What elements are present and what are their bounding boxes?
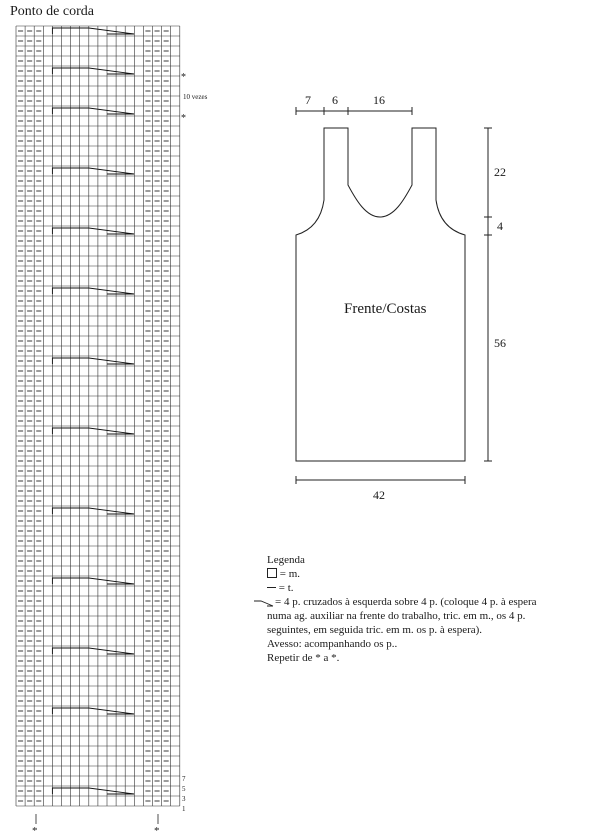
legend-cable-row — [253, 595, 587, 609]
piece-label: Frente/Costas — [344, 301, 427, 317]
cable-cross-symbol — [52, 788, 134, 794]
purl-symbol-icon — [267, 587, 276, 588]
top-width-6: 6 — [332, 93, 338, 107]
legend-cable-text-2: numa ag. auxiliar na frente do trabalho, tric. em m., os 4 p. — [267, 610, 526, 622]
row-number-3: 3 — [182, 795, 186, 803]
legend-knit-row — [267, 567, 587, 581]
cable-cross-symbol — [52, 708, 134, 714]
cable-cross-symbol — [52, 168, 134, 174]
legend-purl-row — [267, 581, 587, 595]
repeat-annotation: 10 vezes — [183, 93, 208, 101]
cable-cross-symbol — [52, 578, 134, 584]
row-number-5: 5 — [182, 785, 186, 793]
legend-purl-text: = t. — [278, 582, 294, 594]
legend-reverse-text: Avesso: acompanhando os p.. — [267, 638, 398, 650]
row-number-7: 7 — [182, 775, 186, 783]
legend-cable-text-3: seguintes, em seguida tric. em m. os p. à espera). — [267, 624, 483, 636]
cable-symbol-icon — [253, 599, 275, 607]
top-width-16: 16 — [373, 93, 385, 107]
bottom-marker-left: * — [32, 825, 38, 835]
garment-schematic — [296, 107, 492, 484]
cable-cross-symbol — [52, 358, 134, 364]
cable-cross-symbol — [52, 648, 134, 654]
knit-symbol-icon — [267, 568, 277, 578]
legend-title: Legenda — [267, 554, 305, 566]
stitch-chart — [16, 26, 180, 806]
repeat-marker-top: * — [181, 72, 186, 83]
row-number-1: 1 — [182, 805, 186, 813]
cable-cross-symbol — [52, 508, 134, 514]
cable-cross-symbol — [52, 228, 134, 234]
cable-cross-symbol — [52, 28, 134, 34]
side-height-56: 56 — [494, 336, 506, 350]
chart-title: Ponto de corda — [10, 4, 94, 19]
side-height-22: 22 — [494, 165, 506, 179]
legend-cable-text-1: = 4 p. cruzados à esquerda sobre 4 p. (coloque 4 p. à espera — [275, 596, 537, 608]
top-width-7: 7 — [305, 93, 311, 107]
legend-repeat-text: Repetir de * a *. — [267, 652, 340, 664]
cable-cross-symbol — [52, 108, 134, 114]
repeat-marker-bottom: * — [181, 113, 186, 124]
legend — [267, 553, 587, 665]
cable-cross-symbol — [52, 428, 134, 434]
bottom-width-42: 42 — [373, 488, 385, 502]
garment-outline — [296, 128, 465, 461]
bottom-marker-right: * — [154, 825, 160, 835]
legend-knit-text: = m. — [279, 568, 301, 580]
cable-cross-symbol — [52, 68, 134, 74]
side-height-4: 4 — [497, 219, 503, 233]
cable-cross-symbol — [52, 288, 134, 294]
